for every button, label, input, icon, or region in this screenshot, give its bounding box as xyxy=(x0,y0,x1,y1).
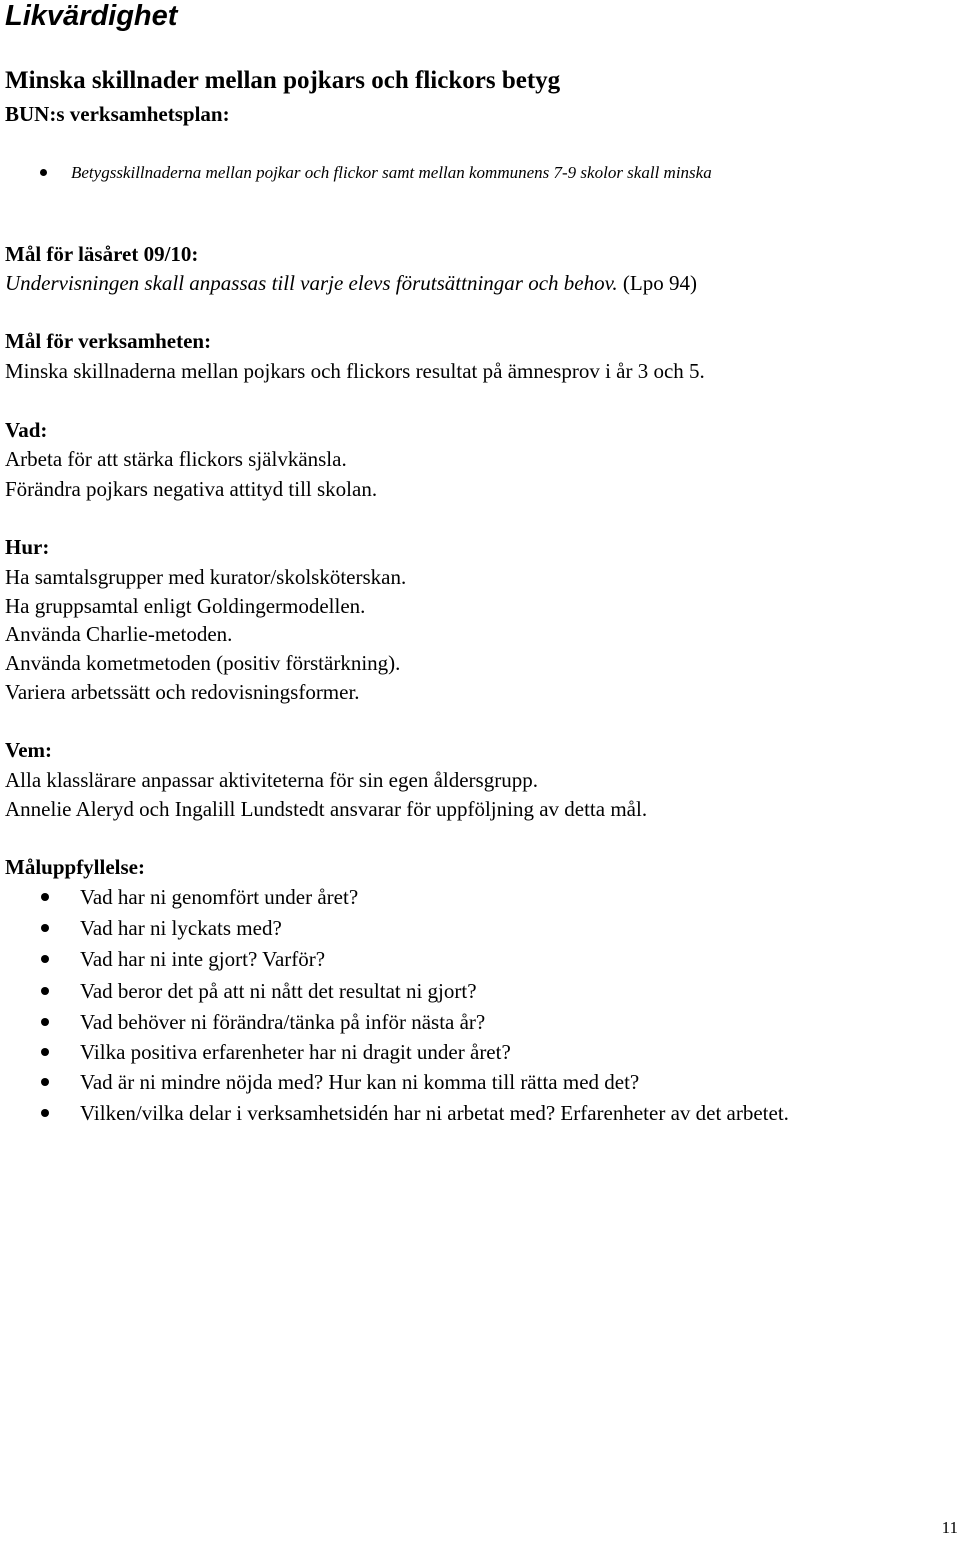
mal-verksamhet-heading: Mål för verksamheten: xyxy=(5,329,212,353)
maluppfyllelse-item: Vad är ni mindre nöjda med? Hur kan ni komma till rätta med det? xyxy=(80,1070,640,1094)
hur-line: Ha samtalsgrupper med kurator/skolsköterskan. xyxy=(5,565,407,589)
hur-line: Variera arbetssätt och redovisningsformer. xyxy=(5,680,360,704)
maluppfyllelse-heading: Måluppfyllelse: xyxy=(5,855,145,879)
bullet-icon xyxy=(41,893,49,901)
hur-line: Använda Charlie-metoden. xyxy=(5,622,233,646)
maluppfyllelse-item: Vad har ni genomfört under året? xyxy=(80,885,359,909)
bun-bullet-item: Betygsskillnaderna mellan pojkar och flickor samt mellan kommunens 7-9 skolor skall minska xyxy=(71,163,712,182)
maluppfyllelse-item: Vad beror det på att ni nått det resultat ni gjort? xyxy=(80,979,477,1003)
maluppfyllelse-item: Vilka positiva erfarenheter har ni dragit under året? xyxy=(80,1040,511,1064)
hur-heading: Hur: xyxy=(5,535,50,559)
page-number: 11 xyxy=(941,1518,958,1537)
bullet-icon xyxy=(41,987,49,995)
vem-heading: Vem: xyxy=(5,738,53,762)
maluppfyllelse-item: Vad har ni lyckats med? xyxy=(80,916,282,940)
bullet-icon xyxy=(41,1018,49,1026)
document-title: Likvärdighet xyxy=(5,0,178,32)
hur-line: Ha gruppsamtal enligt Goldingermodellen. xyxy=(5,594,366,618)
hur-line: Använda kometmetoden (positiv förstärkning). xyxy=(5,651,401,675)
vem-line: Alla klasslärare anpassar aktiviteterna för sin egen åldersgrupp. xyxy=(5,768,538,792)
bullet-icon xyxy=(41,1109,49,1117)
vad-line: Förändra pojkars negativa attityd till skolan. xyxy=(5,477,378,501)
vad-heading: Vad: xyxy=(5,418,48,442)
document-subtitle: Minska skillnader mellan pojkars och flickors betyg xyxy=(5,67,561,94)
mal-lasaret-ref: (Lpo 94) xyxy=(617,271,697,295)
vem-line: Annelie Aleryd och Ingalill Lundstedt ansvarar för uppföljning av detta mål. xyxy=(5,797,648,821)
mal-lasaret-heading: Mål för läsåret 09/10: xyxy=(5,242,199,266)
bullet-icon xyxy=(41,955,49,963)
bullet-icon xyxy=(41,924,49,932)
maluppfyllelse-item: Vad har ni inte gjort? Varför? xyxy=(80,947,326,971)
bullet-icon xyxy=(41,1048,49,1056)
bullet-icon xyxy=(41,1078,49,1086)
bun-heading: BUN:s verksamhetsplan: xyxy=(5,102,230,126)
bullet-icon xyxy=(40,169,47,176)
mal-verksamhet-text: Minska skillnaderna mellan pojkars och flickors resultat på ämnesprov i år 3 och 5. xyxy=(5,359,705,383)
maluppfyllelse-item: Vad behöver ni förändra/tänka på inför nästa år? xyxy=(80,1010,486,1034)
mal-lasaret-italic: Undervisningen skall anpassas till varje elevs förutsättningar och behov. xyxy=(5,271,618,295)
maluppfyllelse-item: Vilken/vilka delar i verksamhetsidén har ni arbetat med? Erfarenheter av det arbetet. xyxy=(80,1101,789,1125)
mal-lasaret-text xyxy=(5,269,697,297)
vad-line: Arbeta för att stärka flickors självkänsla. xyxy=(5,447,347,471)
